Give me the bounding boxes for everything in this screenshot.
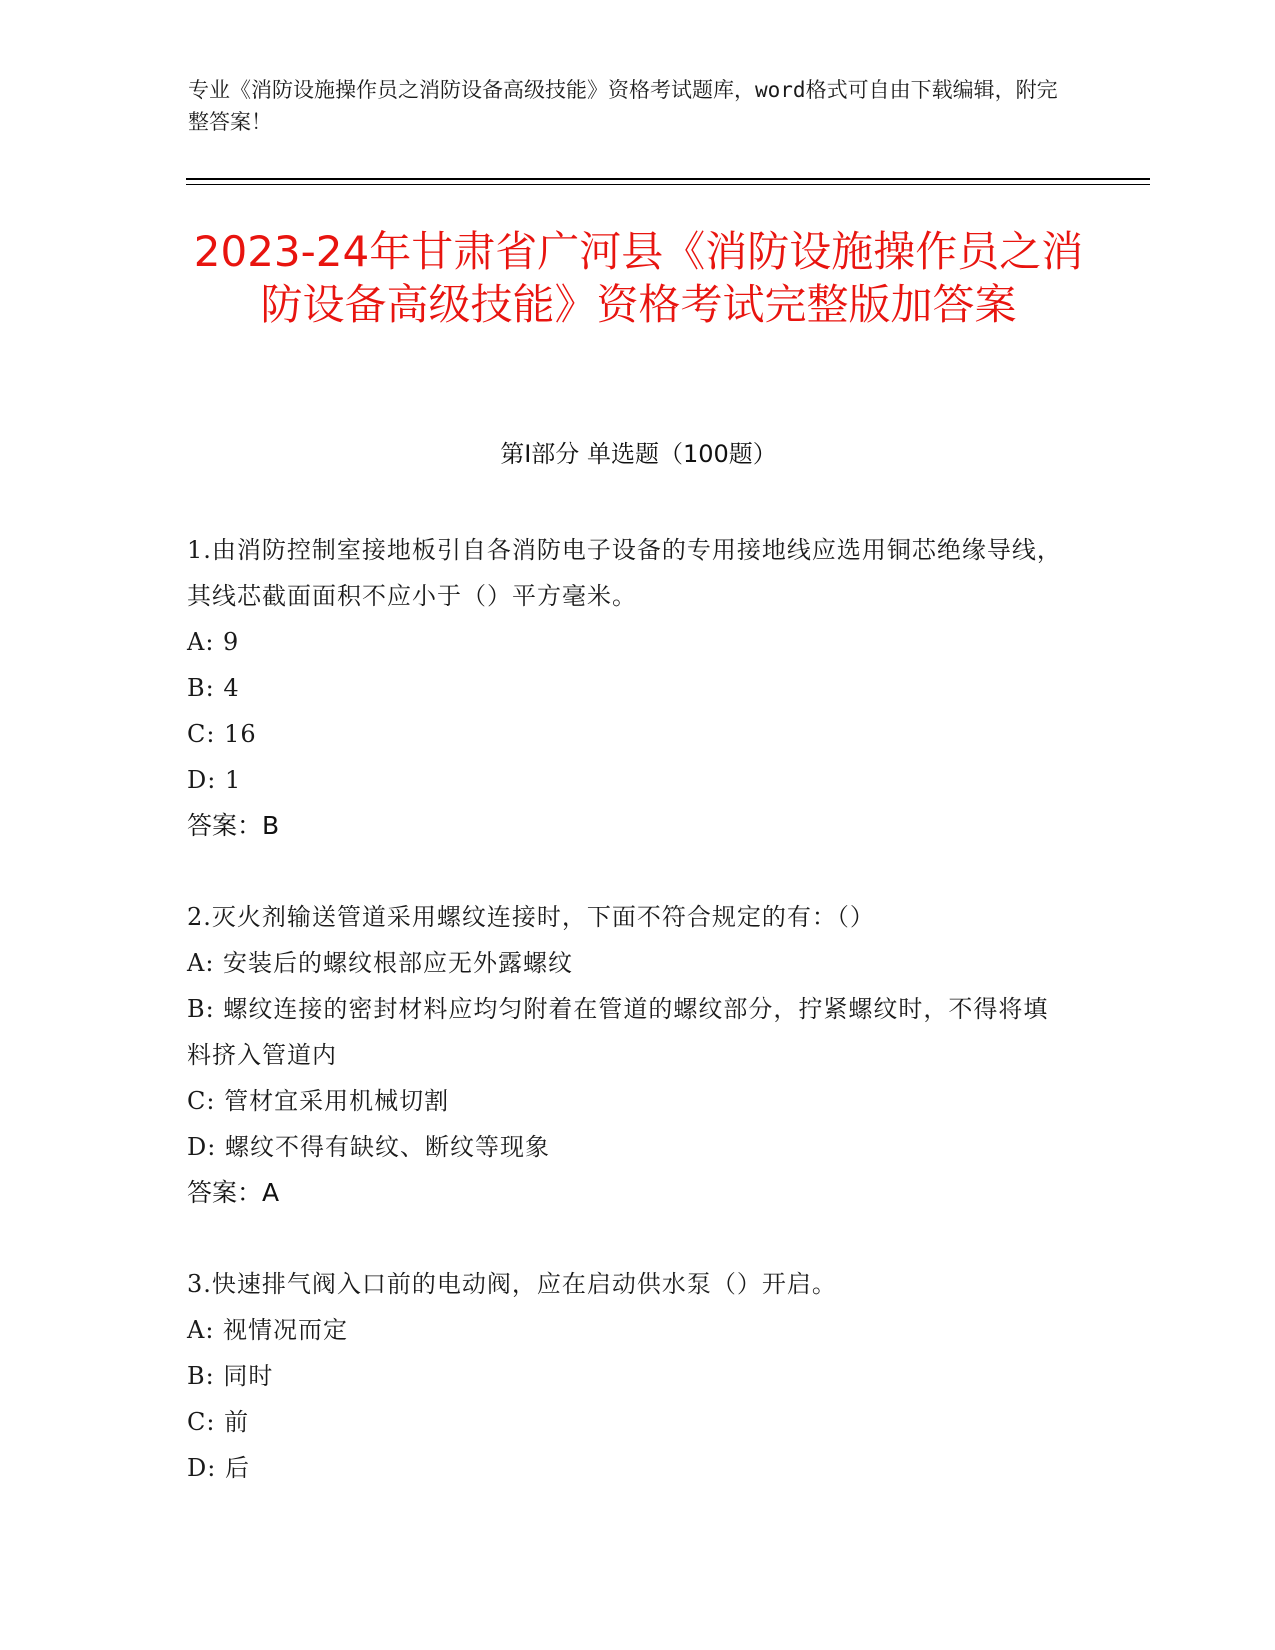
header-note: 专业《消防设施操作员之消防设备高级技能》资格考试题库，word格式可自由下载编辑，附完整答案！ <box>188 78 1058 134</box>
question-stem: 3.快速排气阀入口前的电动阀，应在启动供水泵（）开启。 <box>187 1270 837 1298</box>
option-a: A: 视情况而定 <box>187 1316 349 1344</box>
header-divider-thick <box>186 178 1150 180</box>
question-1 <box>187 527 1067 849</box>
option-a: A: 安装后的螺纹根部应无外露螺纹 <box>187 949 574 977</box>
header-divider-thin <box>186 184 1150 185</box>
option-a: A: 9 <box>187 628 240 656</box>
option-c: C: 16 <box>187 720 257 748</box>
option-b: B: 同时 <box>187 1362 274 1390</box>
option-b: B: 螺纹连接的密封材料应均匀附着在管道的螺纹部分，拧紧螺纹时，不得将填料挤入管道内 <box>187 995 1049 1069</box>
option-c: C: 管材宜采用机械切割 <box>187 1087 450 1115</box>
question-3 <box>187 1261 1067 1491</box>
document-title: 2023-24年甘肃省广河县《消防设施操作员之消防设备高级技能》资格考试完整版加答案 <box>193 227 1084 329</box>
option-d: D: 1 <box>187 766 242 794</box>
option-b: B: 4 <box>187 674 240 702</box>
section-heading: 第I部分 单选题（100题） <box>500 440 777 468</box>
question-list <box>187 527 1067 1536</box>
answer: 答案：B <box>187 811 280 840</box>
answer: 答案：A <box>187 1178 280 1207</box>
question-stem: 1.由消防控制室接地板引自各消防电子设备的专用接地线应选用铜芯绝缘导线，其线芯截面面积不应小于（）平方毫米。 <box>187 536 1062 610</box>
option-d: D: 螺纹不得有缺纹、断纹等现象 <box>187 1133 550 1161</box>
option-d: D: 后 <box>187 1454 250 1482</box>
question-stem: 2.灭火剂输送管道采用螺纹连接时，下面不符合规定的有：（） <box>187 903 875 931</box>
option-c: C: 前 <box>187 1408 250 1436</box>
question-2 <box>187 894 1067 1216</box>
